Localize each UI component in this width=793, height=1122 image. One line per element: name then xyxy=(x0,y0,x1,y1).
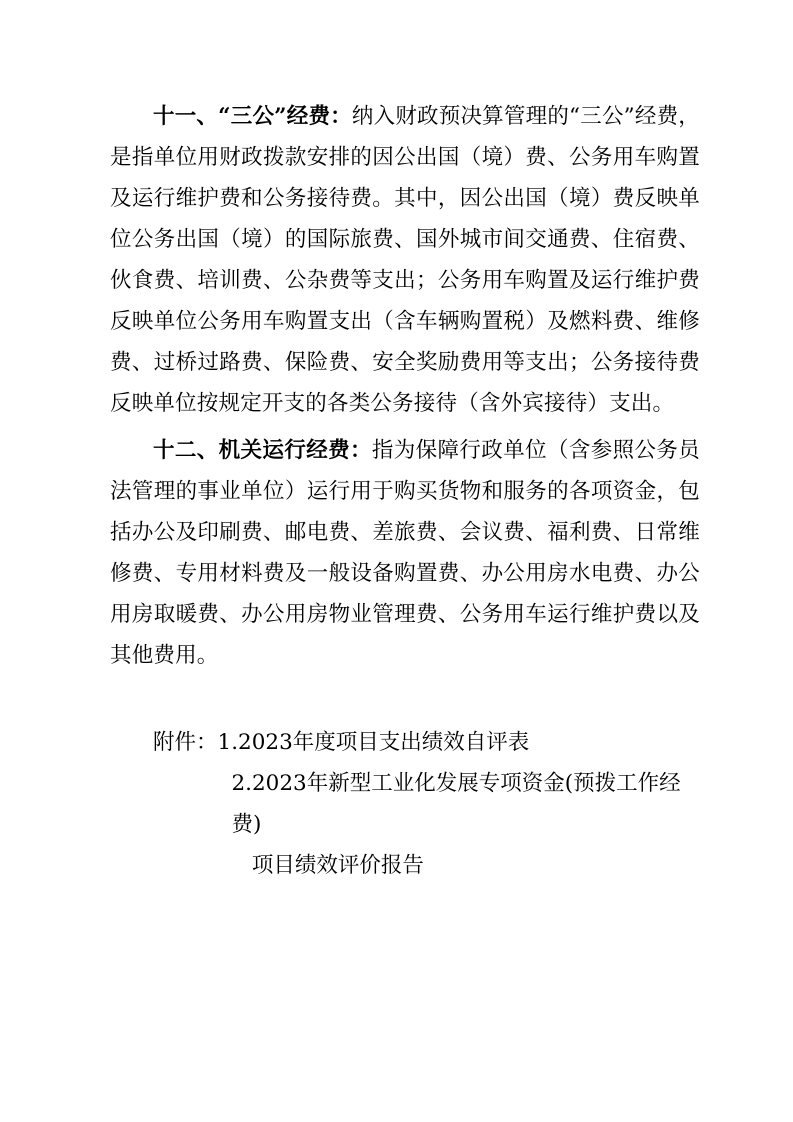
attachment-item-2: 2.2023年新型工业化发展专项资金(预拨工作经费) xyxy=(231,771,681,837)
attachment-line-1 xyxy=(110,722,700,763)
attachment-item-3: 项目绩效评价报告 xyxy=(251,853,424,878)
attachments-label: 附件： xyxy=(153,730,218,755)
attachment-item-1: 1.2023年度项目支出绩效自评表 xyxy=(217,730,530,755)
attachments-block xyxy=(110,722,700,886)
paragraph-lead-sangong: 十一、“三公”经费： xyxy=(153,104,352,129)
document-body xyxy=(110,96,700,886)
paragraph-lead-jiguan-yunxing: 十二、机关运行经费： xyxy=(153,438,372,463)
paragraph-text-sangong: 纳入财政预决算管理的“三公”经费，是指单位用财政拨款安排的因公出国（境）费、公务用车购置及运行维护费和公务接待费。其中，因公出国（境）费反映单位公务出国（境）的国际旅费、国外城市间交通费、住宿费、伙食费、培训费、公杂费等支出；公务用车购置及运行维护费反映单位公务用车购置支出（含车辆购置税）及燃料费、维修费、过桥过路费、保险费、安全奖励费用等支出；公务接待费反映单位按规定开支的各类公务接待（含外宾接待）支出。 xyxy=(110,104,701,416)
paragraph-jiguan-yunxing xyxy=(110,430,700,676)
paragraph-text-jiguan-yunxing: 指为保障行政单位（含参照公务员法管理的事业单位）运行用于购买货物和服务的各项资金，包括办公及印刷费、邮电费、差旅费、会议费、福利费、日常维修费、专用材料费及一般设备购置费、办公用房水电费、办公用房取暖费、办公用房物业管理费、公务用车运行维护费以及其他费用。 xyxy=(110,438,700,668)
paragraph-sangong xyxy=(110,96,700,424)
